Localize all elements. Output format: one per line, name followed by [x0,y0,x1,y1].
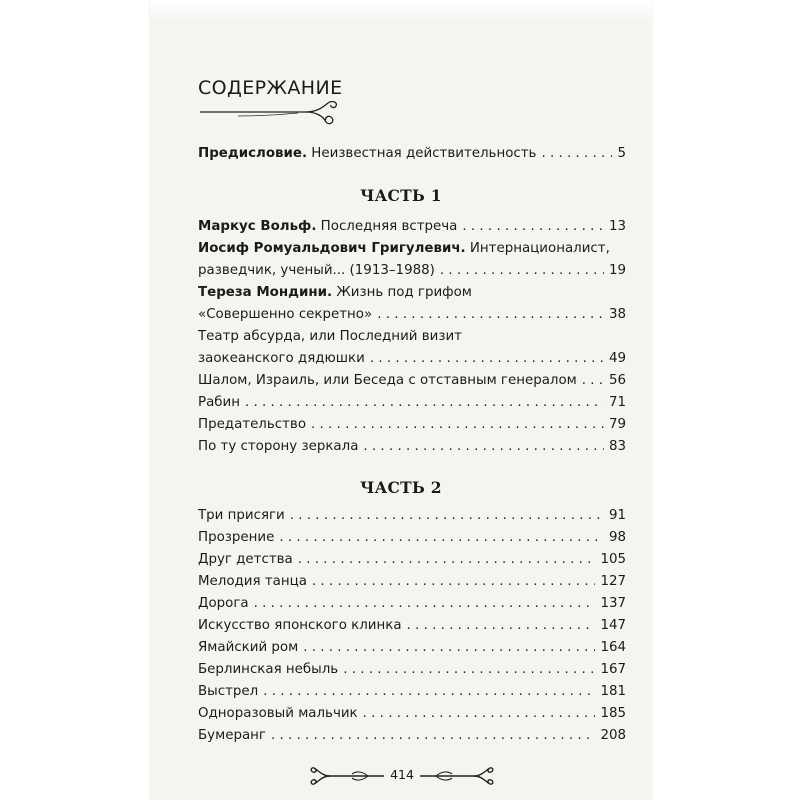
dot-leader [254,593,596,615]
dot-leader [582,370,604,392]
toc-entry-title: Предисловие. Неизвестная действительность [198,146,537,161]
toc-entry-title: Тереза Мондини. Жизнь под грифом [198,285,472,300]
toc-line[interactable] [198,659,626,681]
toc-entry-title: Бумеранг [198,728,266,743]
toc-page-number: 13 [608,219,626,234]
page-footer [150,761,652,791]
dot-leader [363,703,596,725]
toc-page-number: 79 [608,417,626,432]
toc-entry-title: Дорога [198,596,249,611]
toc-line[interactable] [198,216,626,238]
toc-page-number: 91 [608,508,626,523]
toc-entry-title: заокеанского дядюшки [198,351,365,366]
toc-line[interactable] [198,414,626,436]
ornament-left-icon [310,765,388,787]
toc-page-number: 71 [608,395,626,410]
ornament-flourish-icon [198,100,348,126]
toc-page-number: 181 [600,684,626,699]
toc-line[interactable] [198,703,626,725]
dot-leader [343,659,595,681]
toc-entry-title: Берлинская небыль [198,662,339,677]
toc-entry-title: Ямайский ром [198,640,299,655]
toc-page-number: 38 [608,307,626,322]
toc-entry-title: Маркус Вольф. Последняя встреча [198,219,458,234]
dot-leader [245,392,604,414]
toc-line[interactable] [198,681,626,703]
dot-leader [298,549,596,571]
toc-page-number: 167 [600,662,626,677]
dot-leader [290,505,604,527]
toc-page-number: 164 [600,640,626,655]
toc-page-number: 98 [608,530,626,545]
toc-line[interactable] [198,370,626,392]
toc-entry-title: Рабин [198,395,240,410]
toc-entry-title: Театр абсурда, или Последний визит [198,329,462,344]
toc-line-preface[interactable] [198,143,626,165]
toc-line[interactable] [198,549,626,571]
toc-page-number: 208 [600,728,626,743]
contents-heading: СОДЕРЖАНИЕ [198,77,343,99]
dot-leader [440,260,604,282]
toc-entry-title: разведчик, ученый... (1913–1988) [198,263,435,278]
toc-line[interactable] [198,348,626,370]
toc-page-number: 137 [600,596,626,611]
page-top-edge [150,0,652,24]
dot-leader [263,681,595,703]
toc-line[interactable] [198,527,626,549]
part1-title: ЧАСТЬ 1 [360,186,442,205]
page-number: 414 [390,767,414,782]
dot-leader [279,527,604,549]
toc-page-number: 5 [617,146,626,161]
toc-page-number: 147 [600,618,626,633]
toc-entry-title: По ту сторону зеркала [198,439,359,454]
toc-line[interactable] [198,571,626,593]
dot-leader [370,348,604,370]
toc-page-number: 127 [600,574,626,589]
book-page [150,0,652,800]
toc-line[interactable] [198,593,626,615]
toc-entry-title: «Совершенно секретно» [198,307,373,322]
dot-leader [407,615,596,637]
part2-title: ЧАСТЬ 2 [360,478,442,497]
toc-line[interactable] [198,260,626,282]
toc-line[interactable] [198,436,626,458]
dot-leader [271,725,595,747]
toc-line[interactable] [198,637,626,659]
toc-line[interactable] [198,725,626,747]
toc-page-number: 49 [608,351,626,366]
toc-page-number: 56 [608,373,626,388]
ornament-right-icon [416,765,494,787]
toc-line[interactable] [198,392,626,414]
dot-leader [311,414,604,436]
toc-entry-title: Прозрение [198,530,275,545]
dot-leader [541,143,612,165]
toc-page-number: 105 [600,552,626,567]
toc-line[interactable] [198,304,626,326]
toc-entry-title: Друг детства [198,552,293,567]
toc-line[interactable] [198,326,626,348]
toc-entry-title: Шалом, Израиль, или Беседа с отставным генералом [198,373,577,388]
dot-leader [363,436,604,458]
toc-line[interactable] [198,238,626,260]
dot-leader [462,216,604,238]
toc-line[interactable] [198,615,626,637]
toc-entry-title: Выстрел [198,684,259,699]
toc-entry-title: Искусство японского клинка [198,618,402,633]
toc-line[interactable] [198,282,626,304]
toc-line[interactable] [198,505,626,527]
toc-entry-title: Предательство [198,417,307,432]
dot-leader [377,304,604,326]
toc-entry-title: Мелодия танца [198,574,307,589]
toc-page-number: 83 [608,439,626,454]
toc-page-number: 185 [600,706,626,721]
toc-entry-title: Иосиф Ромуальдович Григулевич. Интернационалист, [198,241,610,256]
dot-leader [312,571,596,593]
dot-leader [303,637,595,659]
toc-entry-title: Одноразовый мальчик [198,706,358,721]
toc-page-number: 19 [608,263,626,278]
toc-entry-title: Три присяги [198,508,285,523]
